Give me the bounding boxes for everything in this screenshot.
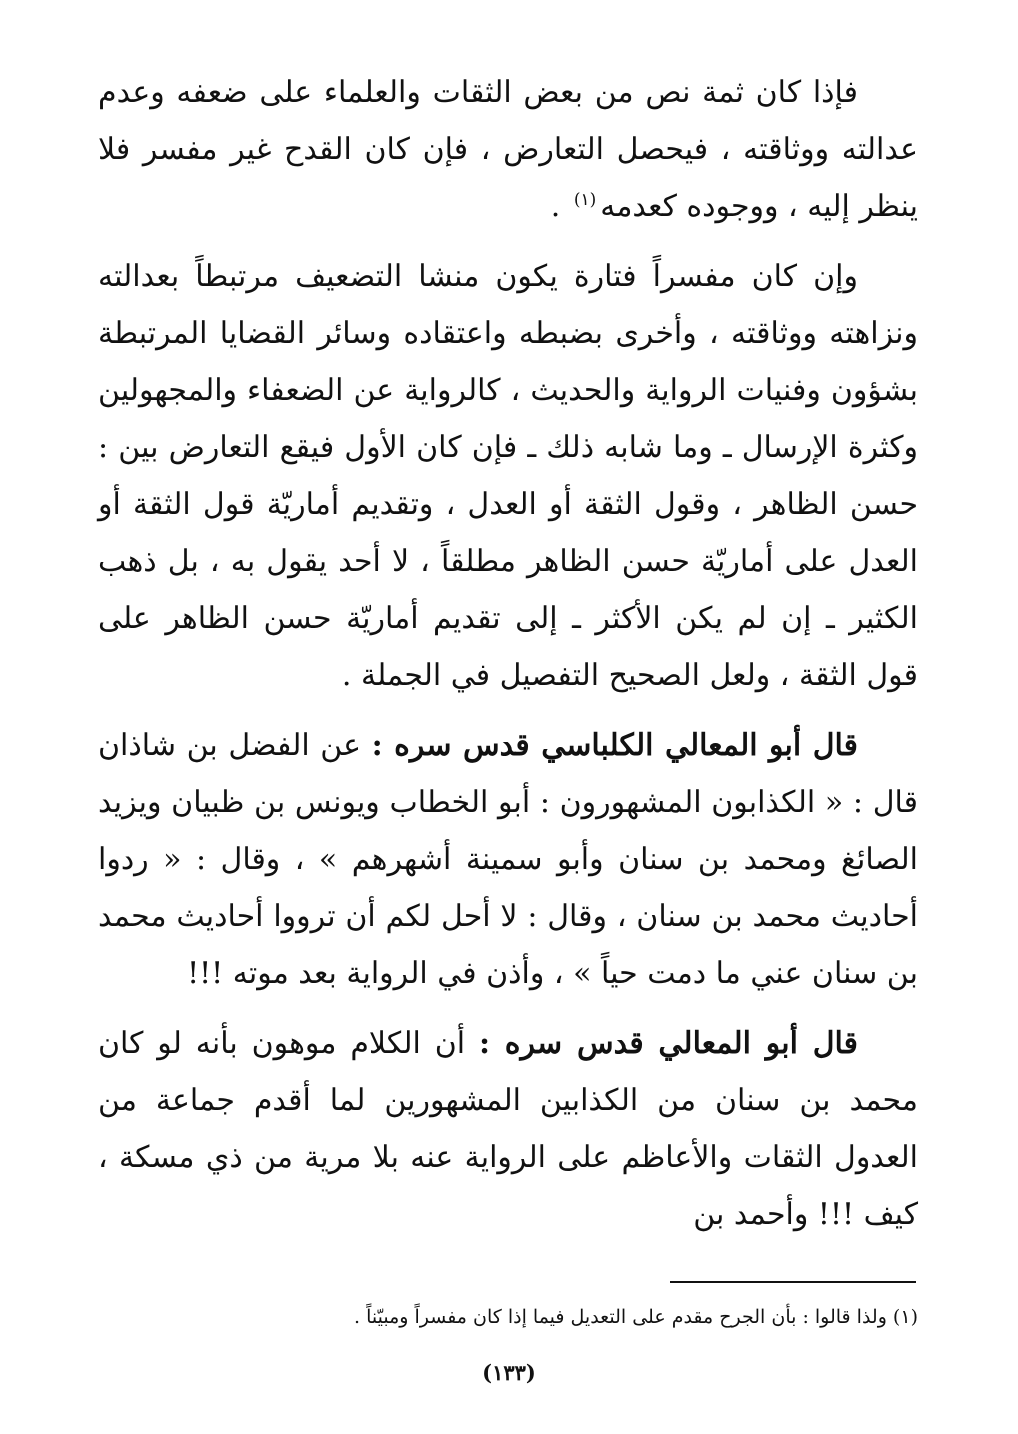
paragraph-1-end: .: [550, 189, 570, 224]
paragraph-4-heading: قال أبو المعالي قدس سره :: [478, 1026, 858, 1061]
footnote: (١) ولذا قالوا : بأن الجرح مقدم على التعديل فيما إذا كان مفسراً ومبيّناً .: [354, 1306, 918, 1328]
footnote-divider: [670, 1281, 916, 1283]
paragraph-2-text: وإن كان مفسراً فتارة يكون منشا التضعيف مرتبطاً بعدالته ونزاهته ووثاقته ، وأخرى بضبطه واعتقاده وسائر القضايا المرتبطة بشؤون وفنيات الرواية والحديث ، كالرواية عن الضعفاء والمجهولين وكثرة الإرسال ـ وما شابه ذلك ـ فإن كان الأول فيقع التعارض بين : حسن الظاهر ، وقول الثقة أو العدل ، وتقديم أماريّة قول الثقة أو العدل على أماريّة حسن الظاهر مطلقاً ، لا أحد يقول به ، بل ذهب الكثير ـ إن لم يكن الأكثر ـ إلى تقديم أماريّة حسن الظاهر على قول الثقة ، ولعل الصحيح التفصيل في الجملة .: [98, 259, 918, 693]
paragraph-3: [98, 717, 918, 1002]
paragraph-1-text: فإذا كان ثمة نص من بعض الثقات والعلماء على ضعفه وعدم عدالته ووثاقته ، فيحصل التعارض ، فإن كان القدح غير مفسر فلا ينظر إليه ، ووجوده كعدمه: [98, 75, 918, 224]
footnote-reference[interactable]: (١): [573, 190, 597, 210]
main-text: [98, 64, 918, 1256]
paragraph-3-text: عن الفضل بن شاذان قال : « الكذابون المشهورون : أبو الخطاب ويونس بن ظبيان ويزيد الصائغ ومحمد بن سنان وأبو سمينة أشهرهم » ، وقال : « ردوا أحاديث محمد بن سنان ، وقال : لا أحل لكم أن ترووا أحاديث محمد بن سنان عني ما دمت حياً » ، وأذن في الرواية بعد موته !!!: [98, 728, 918, 991]
page-number: (١٣٣): [482, 1360, 536, 1385]
paragraph-4-text: أن الكلام موهون بأنه لو كان محمد بن سنان من الكذابين المشهورين لما أقدم جماعة من العدول الثقات والأعاظم على الرواية عنه بلا مرية من ذي مسكة ، كيف !!! وأحمد بن: [98, 1026, 918, 1232]
paragraph-1: [98, 64, 918, 235]
paragraph-3-heading: قال أبو المعالي الكلباسي قدس سره :: [371, 728, 858, 763]
paragraph-2: [98, 248, 918, 704]
paragraph-4: [98, 1015, 918, 1243]
